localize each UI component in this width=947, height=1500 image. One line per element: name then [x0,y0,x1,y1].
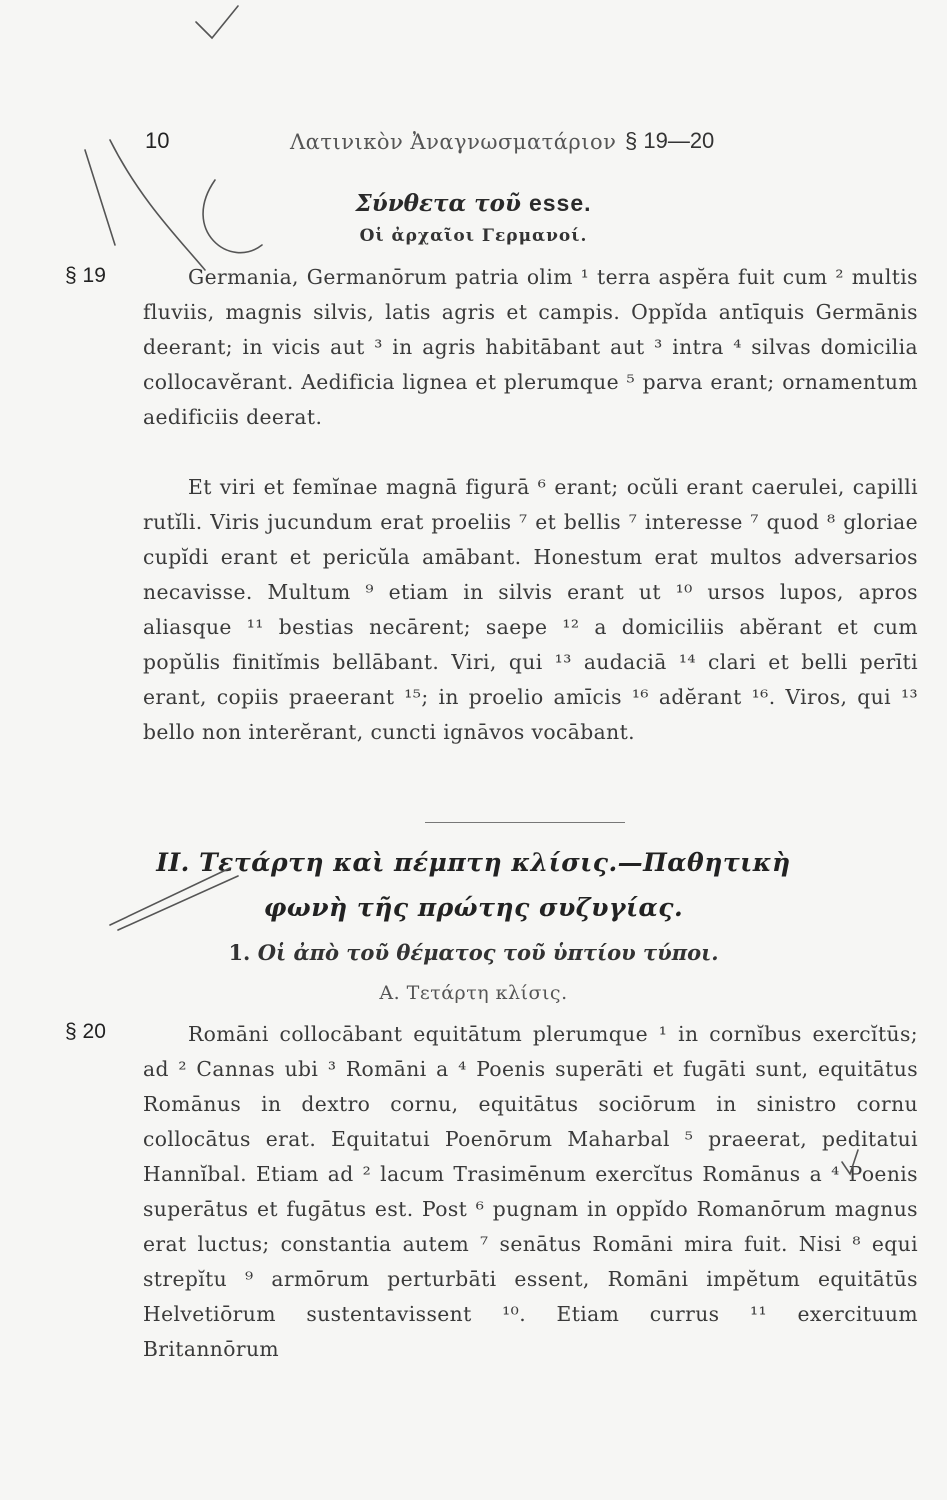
lesson-title-latin: esse. [528,190,592,216]
section-range: § 19—20 [625,128,715,153]
section-19-paragraph-2: Et viri et femĭnae magnā figurā ⁶ erant; ocŭli erant caerulei, capilli rutĭli. Viris jucundum erat proeliis ⁷ et bellis ⁷ interesse ⁷ quod ⁸ gloriae cupĭdi erant et pericŭla amābant. Honestum erat multos adversarios necavisse. Multum ⁹ etiam in silvis erant ut ¹⁰ ursos lupos, apros aliasque ¹¹ bestias necārent; saepe ¹² a domiciliis abĕrant et cum popŭlis finitĭmis bellābant. Viri, qui ¹³ audaciā ¹⁴ clari et belli perīti erant, copiis praeerant ¹⁵; in proelio amīcis ¹⁶ adĕrant ¹⁶. Viros, qui ¹³ bello non interĕrant, cuncti ignāvos vocābant. [143,475,918,744]
section-divider [425,822,625,823]
subsection-heading [0,940,947,965]
lesson-title [0,190,947,217]
section-20-label: § 20 [65,1020,106,1043]
running-title: Λατινικὸν Ἀναγνωσματάριον [290,130,617,154]
page-number: 10 [145,128,170,153]
section-20-paragraph-1: Romāni collocābant equitātum plerumque ¹ in cornĭbus exercĭtūs; ad ² Cannas ubi ³ Romāni a ⁴ Poenis superāti et fugāti sunt, equitātus Romānus in dextro cornu, equitātus sociōrum in sinistro cornu collocātus erat. Equitatui Poenōrum Maharbal ⁵ praeerat, peditatui Hannĭbal. Etiam ad ² lacum Trasimēnum exercĭtus Romānus a ⁴ Poenis superātus et fugātus est. Post ⁶ pugnam in oppĭdo Romanōrum magnus erat luctus; constantia autem ⁷ senātus Romāni mira fuit. Nisi ⁸ equi strepĭtu ⁹ armōrum perturbāti essent, Romāni impĕtum equitātūs Helvetiōrum sustentavissent ¹⁰. Etiam currus ¹¹ exercituum Britannōrum [143,1022,918,1361]
section-19-paragraph-1: Germania, Germanōrum patria olim ¹ terra aspĕra fuit cum ² multis fluviis, magnis silvis, latis agris et campis. Oppĭda antīquis Germānis deerant; in vicis aut ³ in agris habitābant aut ³ intra ⁴ silvas domicilia collocavĕrant. Aedificia lignea et plerumque ⁵ parva erant; ornamentum aedificiis deerat. [143,265,918,429]
pencil-checkmark-top [196,6,238,38]
lesson-subtitle: Οἱ ἀρχαῖοι Γερμανοί. [359,226,588,246]
subsection-number: 1. [228,940,251,965]
section-19-label: § 19 [65,264,106,287]
chapter-heading-line-2: φωνὴ τῆς πρώτης συζυγίας. [263,893,684,922]
running-header [145,128,865,158]
part-heading: Α. Τετάρτη κλίσις. [379,982,568,1004]
subsection-title: Οἱ ἀπὸ τοῦ θέματος τοῦ ὑπτίου τύποι. [257,940,719,965]
chapter-heading-line-1: II. Τετάρτη καὶ πέμπτη κλίσις.—Παθητικὴ [156,848,791,877]
lesson-title-greek: Σύνθετα τοῦ [355,190,521,217]
